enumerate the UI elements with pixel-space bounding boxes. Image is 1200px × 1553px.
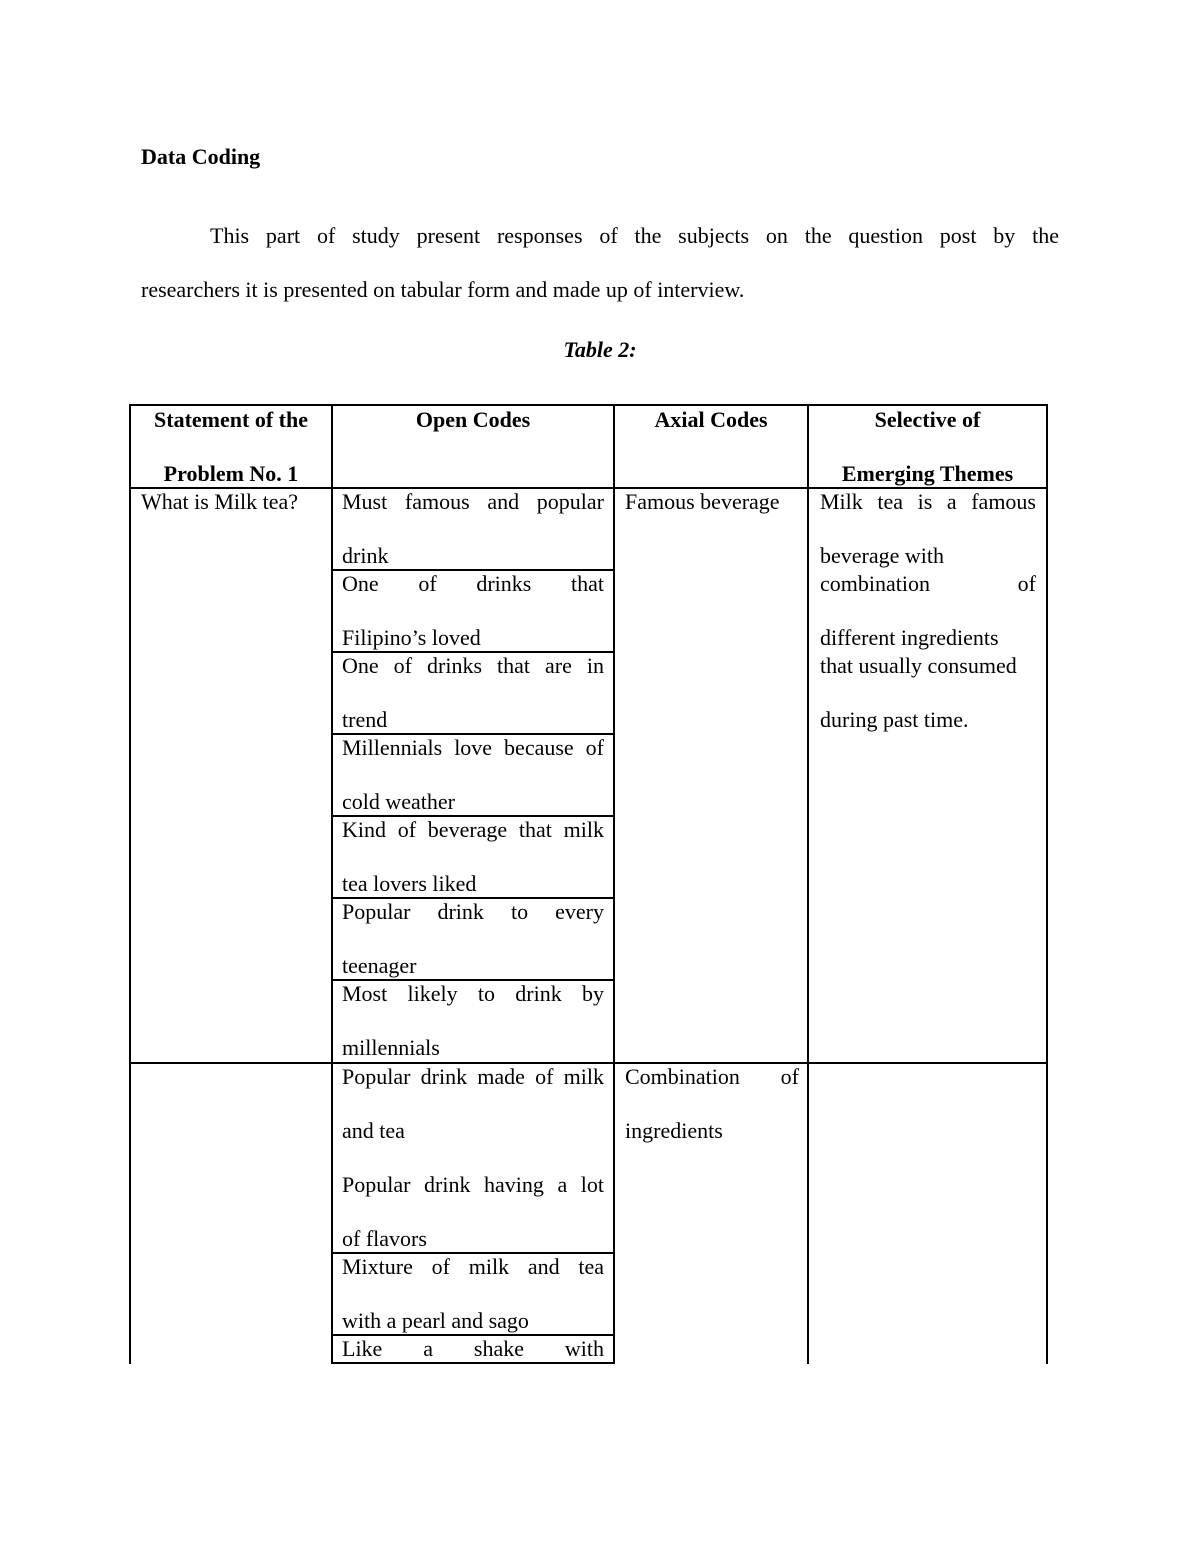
table-caption: Table 2:	[563, 337, 637, 362]
open-code-line: Popular drink made of milk	[342, 1064, 604, 1089]
row2-axial-code	[625, 1050, 799, 1158]
intro-paragraph	[141, 209, 1059, 317]
header-axial-codes	[615, 393, 807, 447]
column-divider-3	[807, 404, 809, 1364]
open-code-line: Like a shake with	[342, 1336, 604, 1361]
open-code-line: One of drinks that are in	[342, 653, 604, 678]
open-code-line: with a pearl and sago	[342, 1308, 529, 1333]
selective-line: during past time.	[820, 707, 969, 732]
column-divider-2	[613, 404, 615, 1364]
header-selective-line-1: Selective of	[874, 407, 981, 432]
row1-selective-theme	[820, 475, 1036, 747]
axial-code-line: Combination of	[625, 1064, 799, 1089]
open-code-line: Mixture of milk and tea	[342, 1254, 604, 1279]
table-border-right	[1046, 404, 1048, 1364]
header-statement-line-1: Statement of the	[154, 407, 308, 432]
open-code-line: One of drinks that	[342, 571, 604, 596]
selective-line: combination of	[820, 571, 1036, 596]
header-open-codes-label: Open Codes	[415, 407, 531, 432]
open-code-line: cold weather	[342, 789, 455, 814]
table-border-left	[129, 404, 131, 1364]
row1-statement	[141, 475, 298, 529]
open-code-line: millennials	[342, 1035, 440, 1060]
row1-axial-code	[625, 475, 780, 529]
selective-line: Milk tea is a famous	[820, 489, 1036, 514]
header-axial-codes-label: Axial Codes	[654, 407, 768, 432]
row1-axial-code-text: Famous beverage	[625, 489, 780, 514]
open-code-line: of flavors	[342, 1226, 427, 1251]
open-code-line: Popular drink having a lot	[342, 1172, 604, 1197]
open-code-line: trend	[342, 707, 388, 732]
section-heading: Data Coding	[141, 144, 261, 169]
selective-line: different ingredients	[820, 625, 999, 650]
selective-line: that usually consumed	[820, 653, 1017, 678]
paragraph-line-1: This part of study present responses of the subjects on the question post by the	[210, 223, 1059, 248]
selective-line: beverage with	[820, 543, 944, 568]
row1-statement-text: What is Milk tea?	[141, 489, 299, 514]
open-code-line: and tea	[342, 1118, 405, 1143]
open-code-item	[342, 1050, 604, 1266]
header-statement-line-2: Problem No. 1	[163, 461, 299, 486]
open-code-line: tea lovers liked	[342, 871, 477, 896]
open-code-line: teenager	[342, 953, 417, 978]
open-code-divider	[331, 1362, 615, 1364]
open-code-line: drink	[342, 543, 389, 568]
header-open-codes	[333, 393, 613, 447]
header-selective-line-2: Emerging Themes	[841, 461, 1014, 486]
axial-code-line: ingredients	[625, 1118, 723, 1143]
open-code-line: Most likely to drink by	[342, 981, 604, 1006]
open-code-line: Kind of beverage that milk	[342, 817, 604, 842]
column-divider-1	[331, 404, 333, 1364]
open-code-line: Millennials love because of	[342, 735, 604, 760]
open-code-line: Must famous and popular	[342, 489, 604, 514]
open-code-item	[342, 1322, 604, 1362]
open-code-line: Popular drink to every	[342, 899, 604, 924]
paragraph-line-2: researchers it is presented on tabular form and made up of interview.	[141, 277, 745, 302]
open-code-line: Filipino’s loved	[342, 625, 481, 650]
